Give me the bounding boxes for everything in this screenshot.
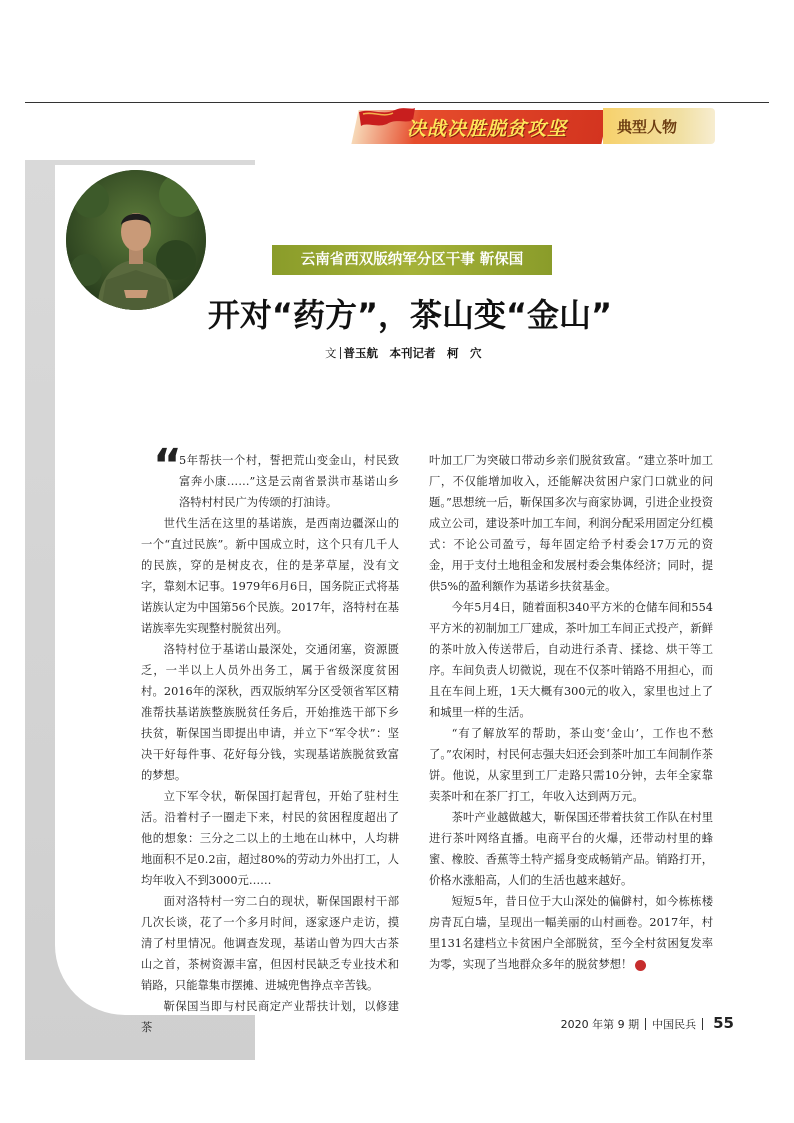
end-mark-icon: ✦ bbox=[635, 960, 646, 971]
page-footer bbox=[561, 1014, 734, 1032]
article-lead: 5年帮扶一个村，誓把荒山变金山，村民致富奔小康……”这是云南省景洪市基诺山乡洛特村村民广为传颂的打油诗。 bbox=[179, 454, 399, 509]
page-number: 55 bbox=[713, 1014, 734, 1032]
quote-mark-icon: “ bbox=[153, 440, 182, 491]
footer-issue: 2020 年第 9 期 bbox=[560, 1018, 640, 1031]
footer-divider bbox=[645, 1018, 646, 1030]
header-rule bbox=[25, 102, 769, 103]
article-left-column bbox=[141, 450, 399, 1038]
byline-authors: 普玉航 本刊记者 柯 穴 bbox=[343, 346, 482, 360]
paragraph: 洛特村位于基诺山最深处，交通闭塞，资源匮乏，一半以上人员外出务工，属于省级深度贫困村。2016年的深秋，西双版纳军分区受领省军区精准帮扶基诺族整族脱贫任务后，开始推选干部下乡扶贫，靳保国当即提出申请，并立下“军令状”：坚决干好每件事、花好每分钱，实现基诺族脱贫致富的梦想。 bbox=[141, 643, 399, 782]
byline bbox=[325, 345, 525, 361]
article-right-column bbox=[429, 450, 713, 975]
portrait-photo bbox=[66, 170, 206, 310]
footer-divider bbox=[702, 1018, 703, 1030]
paragraph: 世代生活在这里的基诺族，是西南边疆深山的一个“直过民族”。新中国成立时，这个只有几千人的民族，穿的是树皮衣，住的是茅草屋，没有文字，靠刻木记事。1979年6月6日，国务院正式将基诺族认定为中国第56个民族。2017年，洛特村在基诺族率先实现整村脱贫出列。 bbox=[141, 517, 399, 635]
byline-divider bbox=[340, 347, 341, 359]
subtitle-banner bbox=[272, 245, 552, 275]
paragraph: “有了解放军的帮助，茶山变‘金山’，工作也不愁了。”农闲时，村民何志强夫妇还会到茶叶加工车间制作茶饼。他说，从家里到工厂走路只需10分钟，去年全家靠卖茶叶和在茶厂打工，年收入达到两万元。 bbox=[429, 727, 713, 803]
paragraph: 茶叶产业越做越大，靳保国还带着扶贫工作队在村里进行茶叶网络直播。电商平台的火爆，还带动村里的蜂蜜、橡胶、香蕉等土特产摇身变成畅销产品。销路打开，价格水涨船高，人们的生活也越来越好。 bbox=[429, 811, 713, 887]
paragraph-final-text: 短短5年，昔日位于大山深处的偏僻村，如今栋栋楼房青瓦白墙，呈现出一幅美丽的山村画卷。2017年，村里131名建档立卡贫困户全部脱贫，至今全村贫困复发率为零，实现了当地群众多年的脱贫梦想！ bbox=[429, 895, 713, 971]
subtitle: 云南省西双版纳军分区干事 靳保国 bbox=[300, 252, 524, 268]
paragraph: 立下军令状，靳保国打起背包，开始了驻村生活。沿着村子一圈走下来，村民的贫困程度超出了他的想象：三分之二以上的土地在山林中，人均耕地面积不足0.2亩，超过80%的劳动力外出打工，人均年收入不到3000元…… bbox=[141, 790, 399, 887]
paragraph: 靳保国当即与村民商定产业帮扶计划，以修建茶 bbox=[141, 1000, 399, 1034]
section-label: 典型人物 bbox=[617, 118, 678, 136]
banner-section-tag bbox=[603, 108, 715, 144]
paragraph: 面对洛特村一穷二白的现状，靳保国跟村干部几次长谈，花了一个多月时间，逐家逐户走访，摸清了村里情况。他调查发现，基诺山曾为四大古茶山之首，茶树资源丰富，但因村民缺乏专业技术和销路，只能靠集市摆摊、进城兜售挣点辛苦钱。 bbox=[141, 895, 399, 992]
footer-magazine: 中国民兵 bbox=[652, 1018, 697, 1031]
article-title: 开对“药方”，茶山变“金山” bbox=[207, 296, 613, 334]
banner-slogan: 决战决胜脱贫攻坚 bbox=[407, 118, 568, 140]
paragraph: 叶加工厂为突破口带动乡亲们脱贫致富。“建立茶叶加工厂，不仅能增加收入，还能解决贫困户家门口就业的问题。”思想统一后，靳保国多次与商家协调，引进企业投资成立公司，建设茶叶加工车间，利润分配采用固定分红模式：不论公司盈亏，每年固定给予村委会17万元的资金，用于支付土地租金和发展村委会集体经济；同时，提供5%的盈利额作为基诺乡扶贫基金。 bbox=[429, 454, 713, 593]
paragraph: 今年5月4日，随着面积340平方米的仓储车间和554平方米的初制加工厂建成，茶叶加工车间正式投产，新鲜的茶叶放入传送带后，自动进行杀青、揉捻、烘干等工序。车间负责人切微说，现在不仅茶叶销路不用担心，而且在车间上班，1天大概有300元的收入，家里也过上了和城里一样的生活。 bbox=[429, 601, 713, 719]
section-banner bbox=[355, 106, 715, 146]
byline-prefix: 文 bbox=[325, 346, 337, 360]
paragraph-final bbox=[429, 891, 713, 975]
portrait-illustration bbox=[66, 170, 206, 310]
